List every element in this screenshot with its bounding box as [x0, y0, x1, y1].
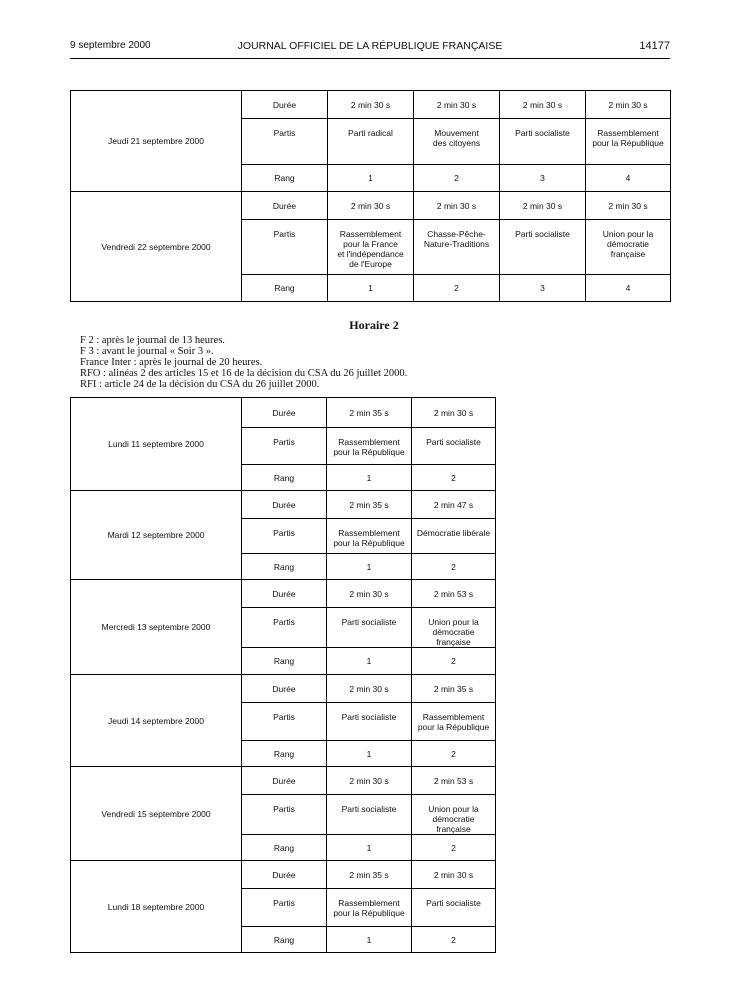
duree-cell: 2 min 53 s — [412, 580, 496, 608]
partis-label: Partis — [242, 519, 327, 554]
duree-cell: 2 min 30 s — [414, 91, 500, 119]
partis-cell: Union pour la démocratie française — [586, 220, 671, 275]
date-cell: Jeudi 21 septembre 2000 — [71, 91, 242, 192]
partis-cell: Rassemblement pour la République — [327, 519, 412, 554]
date-cell: Mardi 12 septembre 2000 — [71, 491, 242, 580]
rang-label: Rang — [242, 275, 328, 302]
date-cell: Jeudi 14 septembre 2000 — [71, 675, 242, 767]
partis-cell: Parti socialiste — [500, 119, 586, 165]
page-header — [70, 40, 670, 56]
section-title: Horaire 2 — [349, 318, 399, 332]
journal-title: JOURNAL OFFICIEL DE LA RÉPUBLIQUE FRANÇAISE — [237, 40, 503, 52]
rang-label: Rang — [242, 927, 327, 953]
table-row — [71, 580, 496, 608]
partis-cell: Parti socialiste — [412, 889, 496, 927]
section-notes — [80, 335, 407, 390]
rang-cell: 1 — [327, 465, 412, 491]
partis-cell: Parti socialiste — [412, 428, 496, 465]
partis-cell: Parti socialiste — [327, 608, 412, 648]
table-row — [71, 767, 496, 795]
duree-cell: 2 min 30 s — [327, 767, 412, 795]
table-row — [71, 398, 496, 428]
note-line: F 2 : après le journal de 13 heures. — [80, 335, 225, 346]
partis-cell: Chasse-Pêche- Nature-Traditions — [414, 220, 500, 275]
date-cell: Mercredi 13 septembre 2000 — [71, 580, 242, 675]
duree-label: Durée — [242, 91, 328, 119]
duree-cell: 2 min 53 s — [412, 767, 496, 795]
rang-cell: 4 — [586, 275, 671, 302]
rang-cell: 2 — [412, 927, 496, 953]
duree-cell: 2 min 35 s — [327, 491, 412, 519]
rang-label: Rang — [242, 648, 327, 675]
duree-cell: 2 min 30 s — [586, 192, 671, 220]
rang-cell: 1 — [327, 554, 412, 580]
date-cell: Vendredi 22 septembre 2000 — [71, 192, 242, 302]
rang-cell: 2 — [412, 648, 496, 675]
partis-label: Partis — [242, 795, 327, 835]
duree-label: Durée — [242, 767, 327, 795]
partis-label: Partis — [242, 703, 327, 741]
duree-label: Durée — [242, 580, 327, 608]
date-cell: Lundi 18 septembre 2000 — [71, 861, 242, 953]
partis-cell: Rassemblement pour la République — [586, 119, 671, 165]
table-row — [71, 91, 671, 119]
rang-cell: 1 — [328, 165, 414, 192]
rang-cell: 3 — [500, 275, 586, 302]
partis-cell: Parti socialiste — [500, 220, 586, 275]
rang-label: Rang — [242, 835, 327, 861]
rang-cell: 4 — [586, 165, 671, 192]
note-line: F 3 : avant le journal « Soir 3 ». — [80, 346, 214, 357]
rang-label: Rang — [242, 741, 327, 767]
date-cell: Vendredi 15 septembre 2000 — [71, 767, 242, 861]
rang-cell: 1 — [327, 927, 412, 953]
rang-cell: 2 — [412, 835, 496, 861]
rang-cell: 2 — [412, 741, 496, 767]
duree-cell: 2 min 30 s — [327, 675, 412, 703]
rang-cell: 2 — [412, 465, 496, 491]
date-cell: Lundi 11 septembre 2000 — [71, 398, 242, 491]
schedule-table-2 — [70, 397, 496, 953]
rang-label: Rang — [242, 165, 328, 192]
table-row — [71, 192, 671, 220]
duree-cell: 2 min 30 s — [500, 192, 586, 220]
partis-cell: Parti socialiste — [327, 703, 412, 741]
table-row — [71, 675, 496, 703]
header-rule — [70, 58, 670, 59]
duree-label: Durée — [242, 398, 327, 428]
partis-cell: Parti radical — [328, 119, 414, 165]
partis-cell: Rassemblement pour la République — [412, 703, 496, 741]
partis-label: Partis — [242, 428, 327, 465]
rang-cell: 1 — [327, 835, 412, 861]
partis-cell: Union pour la démocratie française — [412, 795, 496, 835]
duree-cell: 2 min 30 s — [500, 91, 586, 119]
duree-label: Durée — [242, 491, 327, 519]
header-date: 9 septembre 2000 — [70, 40, 151, 51]
rang-cell: 2 — [412, 554, 496, 580]
partis-label: Partis — [242, 889, 327, 927]
partis-cell: Union pour la démocratie française — [412, 608, 496, 648]
note-line: RFO : alinéas 2 des articles 15 et 16 de la décision du CSA du 26 juillet 2000. — [80, 368, 408, 379]
page-number: 14177 — [639, 40, 670, 52]
duree-cell: 2 min 30 s — [328, 192, 414, 220]
duree-cell: 2 min 35 s — [412, 675, 496, 703]
rang-cell: 1 — [327, 648, 412, 675]
duree-cell: 2 min 35 s — [327, 398, 412, 428]
rang-label: Rang — [242, 465, 327, 491]
duree-cell: 2 min 35 s — [327, 861, 412, 889]
duree-cell: 2 min 30 s — [414, 192, 500, 220]
duree-cell: 2 min 30 s — [327, 580, 412, 608]
partis-cell: Parti socialiste — [327, 795, 412, 835]
duree-label: Durée — [242, 861, 327, 889]
table-row — [71, 861, 496, 889]
partis-cell: Démocratie libérale — [412, 519, 496, 554]
note-line: France Inter : après le journal de 20 heures. — [80, 357, 263, 368]
rang-cell: 2 — [414, 275, 500, 302]
partis-label: Partis — [242, 608, 327, 648]
partis-cell: Rassemblement pour la France et l'indépendance de l'Europe — [328, 220, 414, 275]
duree-label: Durée — [242, 675, 327, 703]
rang-cell: 1 — [328, 275, 414, 302]
partis-label: Partis — [242, 119, 328, 165]
rang-label: Rang — [242, 554, 327, 580]
note-line: RFI : article 24 de la décision du CSA du 26 juillet 2000. — [80, 379, 320, 390]
duree-cell: 2 min 30 s — [412, 861, 496, 889]
partis-cell: Rassemblement pour la République — [327, 889, 412, 927]
partis-cell: Mouvement des citoyens — [414, 119, 500, 165]
rang-cell: 3 — [500, 165, 586, 192]
partis-cell: Rassemblement pour la République — [327, 428, 412, 465]
table-row — [71, 491, 496, 519]
rang-cell: 1 — [327, 741, 412, 767]
duree-cell: 2 min 47 s — [412, 491, 496, 519]
duree-cell: 2 min 30 s — [412, 398, 496, 428]
duree-cell: 2 min 30 s — [328, 91, 414, 119]
duree-cell: 2 min 30 s — [586, 91, 671, 119]
duree-label: Durée — [242, 192, 328, 220]
schedule-table-1 — [70, 90, 671, 302]
rang-cell: 2 — [414, 165, 500, 192]
partis-label: Partis — [242, 220, 328, 275]
